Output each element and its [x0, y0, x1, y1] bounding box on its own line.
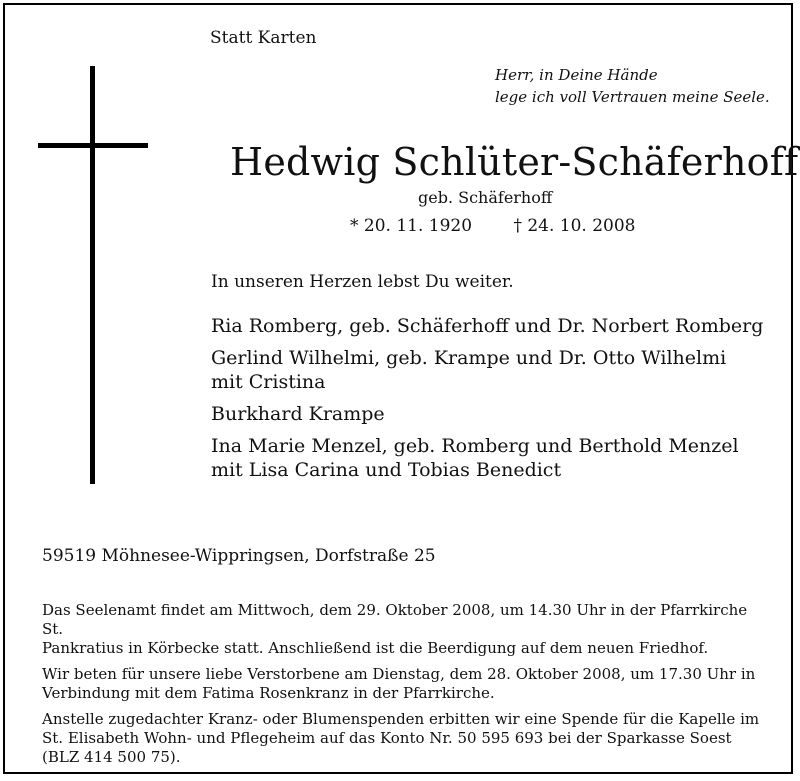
mourner-entry: [211, 346, 763, 394]
statt-karten: Statt Karten: [210, 28, 317, 48]
mourner-line: mit Cristina: [211, 371, 326, 393]
mourner-entry: [211, 434, 763, 482]
quote-line-1: Herr, in Deine Hände: [495, 66, 658, 84]
bible-quote: [495, 64, 770, 108]
mourner-entry: [211, 402, 763, 426]
note-line: Anstelle zugedachter Kranz- oder Blumenspenden erbitten wir eine Spende für die Kapelle im: [42, 710, 760, 728]
mourner-entry: [211, 314, 763, 338]
note-line: Pankratius in Körbecke statt. Anschließend ist die Beerdigung auf dem neuen Friedhof.: [42, 639, 709, 657]
cross-vertical-bar: [90, 66, 95, 484]
note-line: Das Seelenamt findet am Mittwoch, dem 29. Oktober 2008, um 14.30 Uhr in der Pfarrkirche St.: [42, 601, 748, 638]
mourner-line: Ina Marie Menzel, geb. Romberg und Berthold Menzel: [211, 435, 739, 457]
family-address: 59519 Möhnesee-Wippringsen, Dorfstraße 25: [42, 546, 436, 566]
death-date: † 24. 10. 2008: [513, 216, 636, 236]
mourners-list: [211, 314, 763, 490]
mourner-line: Burkhard Krampe: [211, 403, 385, 425]
note-paragraph: [42, 665, 762, 703]
mourner-line: Ria Romberg, geb. Schäferhoff und Dr. Norbert Romberg: [211, 315, 764, 337]
tribute-line: In unseren Herzen lebst Du weiter.: [211, 272, 514, 292]
note-paragraph: [42, 710, 762, 767]
note-line: Wir beten für unsere liebe Verstorbene am Dienstag, dem 28. Oktober 2008, um 17.30 Uhr in: [42, 665, 756, 683]
note-line: (BLZ 414 500 75).: [42, 748, 181, 766]
mourner-line: Gerlind Wilhelmi, geb. Krampe und Dr. Otto Wilhelmi: [211, 347, 727, 369]
note-paragraph: [42, 601, 762, 658]
deceased-name: Hedwig Schlüter-Schäferhoff: [230, 140, 799, 184]
note-line: St. Elisabeth Wohn- und Pflegeheim auf das Konto Nr. 50 595 693 bei der Sparkasse Soest: [42, 729, 732, 747]
cross-horizontal-bar: [38, 143, 148, 148]
quote-line-2: lege ich voll Vertrauen meine Seele.: [495, 88, 770, 106]
birth-name: geb. Schäferhoff: [418, 188, 553, 207]
life-dates: [350, 216, 636, 236]
mourner-line: mit Lisa Carina und Tobias Benedict: [211, 459, 562, 481]
service-notes: [42, 601, 762, 774]
birth-date: * 20. 11. 1920: [350, 216, 473, 236]
note-line: Verbindung mit dem Fatima Rosenkranz in der Pfarrkirche.: [42, 684, 495, 702]
